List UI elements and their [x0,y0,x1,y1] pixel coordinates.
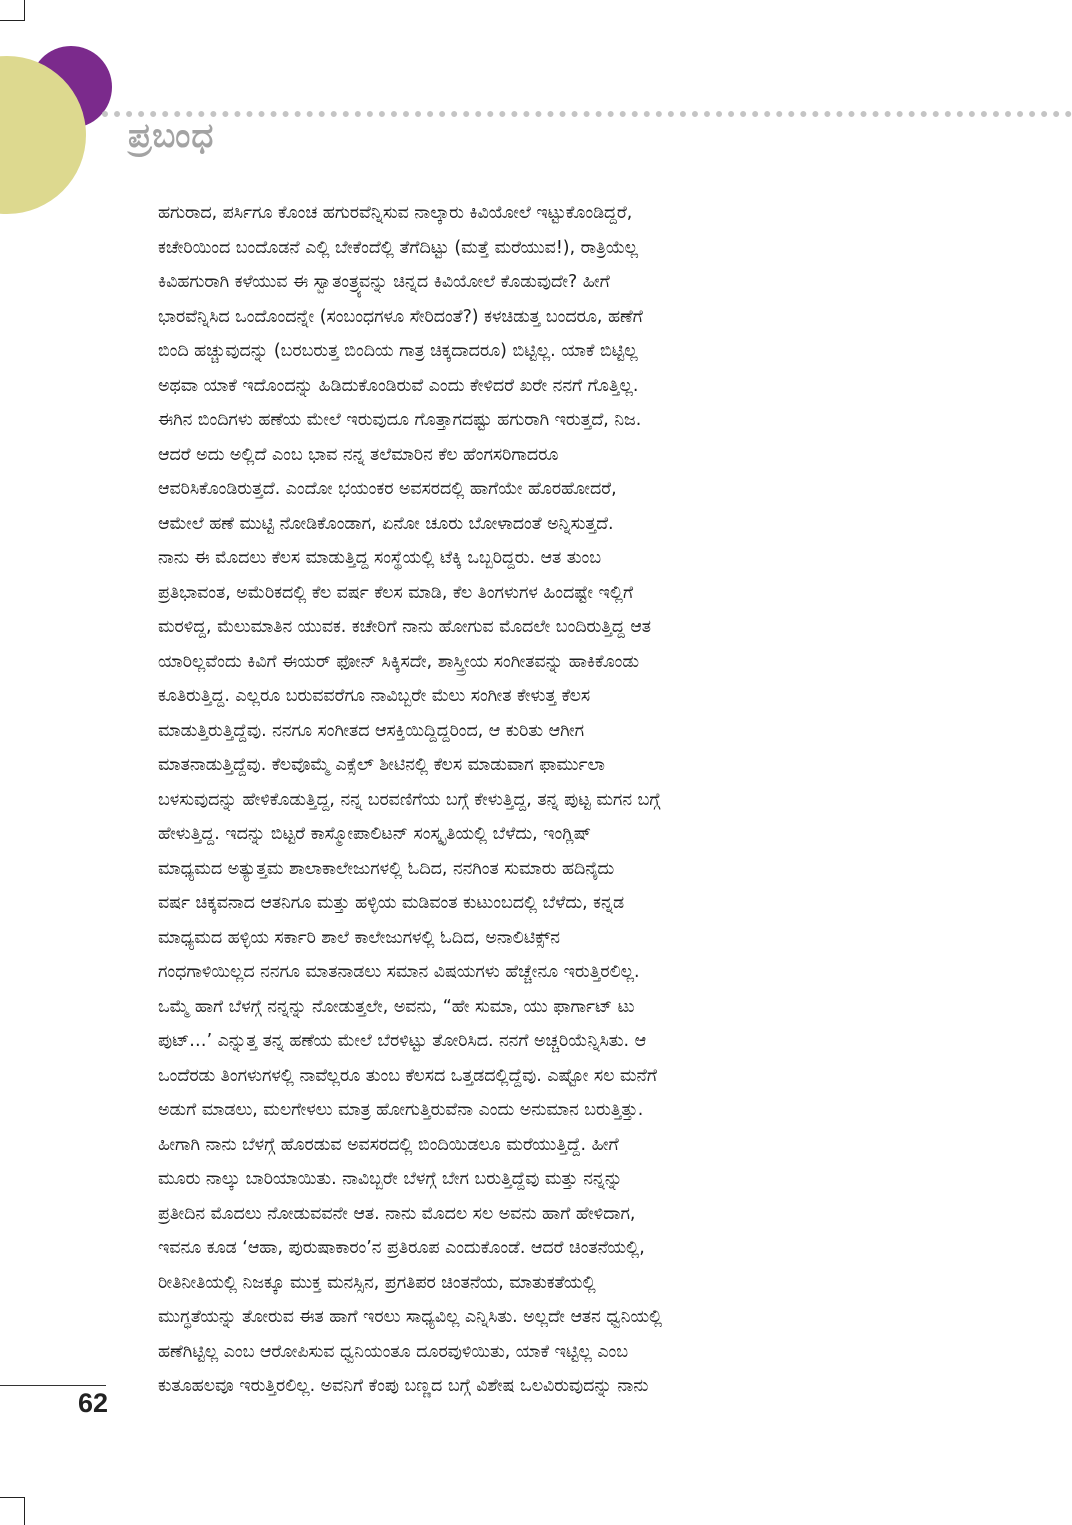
text-line: ಹಣೆಗಿಟ್ಟಿಲ್ಲ ಎಂಬ ಆರೋಪಿಸುವ ಧ್ವನಿಯಂತೂ ದೂರವುಳಿಯಿತು, ಯಾಕೆ ಇಟ್ಟಿಲ್ಲ ಎಂಬ [158,1341,629,1362]
essay-body [158,196,910,1404]
text-line: ಒಂದೆರಡು ತಿಂಗಳುಗಳಲ್ಲಿ ನಾವೆಲ್ಲರೂ ತುಂಬ ಕೆಲಸದ ಒತ್ತಡದಲ್ಲಿದ್ದೆವು. ಎಷ್ಟೋ ಸಲ ಮನೆಗೆ [158,1065,657,1086]
text-line: ಗಂಧಗಾಳಿಯಿಲ್ಲದ ನನಗೂ ಮಾತನಾಡಲು ಸಮಾನ ವಿಷಯಗಳು ಹೆಚ್ಚೇನೂ ಇರುತ್ತಿರಲಿಲ್ಲ. [158,962,640,982]
text-line: ಆದರೆ ಅದು ಅಲ್ಲಿದೆ ಎಂಬ ಭಾವ ನನ್ನ ತಲೆಮಾರಿನ ಕೆಲ ಹೆಂಗಸರಿಗಾದರೂ [158,444,559,465]
text-line: ಪುಟ್…’ ಎನ್ನುತ್ತ ತನ್ನ ಹಣೆಯ ಮೇಲೆ ಬೆರಳಿಟ್ಟು ತೋರಿಸಿದ. ನನಗೆ ಅಚ್ಚರಿಯೆನ್ನಿಸಿತು. ಆ [158,1031,647,1051]
text-line: ಬಳಸುವುದನ್ನು ಹೇಳಿಕೊಡುತ್ತಿದ್ದ, ನನ್ನ ಬರವಣಿಗೆಯ ಬಗ್ಗೆ ಕೇಳುತ್ತಿದ್ದ, ತನ್ನ ಪುಟ್ಟ ಮಗನ ಬಗ್ಗೆ [158,789,661,810]
text-line: ಮೂರು ನಾಲ್ಕು ಬಾರಿಯಾಯಿತು. ನಾವಿಬ್ಬರೇ ಬೆಳಗ್ಗೆ ಬೇಗ ಬರುತ್ತಿದ್ದೆವು ಮತ್ತು ನನ್ನನ್ನು [158,1169,623,1189]
text-line: ಭಾರವೆನ್ನಿಸಿದ ಒಂದೊಂದನ್ನೇ (ಸಂಬಂಧಗಳೂ ಸೇರಿದಂತೆ?) ಕಳಚಿಡುತ್ತ ಬಂದರೂ, ಹಣೆಗೆ [158,306,643,327]
text-line: ಮಾಧ್ಯಮದ ಹಳ್ಳಿಯ ಸರ್ಕಾರಿ ಶಾಲೆ ಕಾಲೇಜುಗಳಲ್ಲಿ ಓದಿದ, ಅನಾಲಿಟಿಕ್ಸ್‌ನ [158,927,560,948]
text-line: ಮಾಡುತ್ತಿರುತ್ತಿದ್ದೆವು. ನನಗೂ ಸಂಗೀತದ ಆಸಕ್ತಿಯಿದ್ದಿದ್ದರಿಂದ, ಆ ಕುರಿತು ಆಗೀಗ [158,720,585,741]
text-line: ಮುಗ್ಧತೆಯನ್ನು ತೋರುವ ಈತ ಹಾಗೆ ಇರಲು ಸಾಧ್ಯವಿಲ್ಲ ಎನ್ನಿಸಿತು. ಅಲ್ಲದೇ ಆತನ ಧ್ವನಿಯಲ್ಲಿ [158,1307,663,1327]
text-line: ಮಾತನಾಡುತ್ತಿದ್ದೆವು. ಕೆಲವೊಮ್ಮೆ ಎಕ್ಸೆಲ್ ಶೀಟಿನಲ್ಲಿ ಕೆಲಸ ಮಾಡುವಾಗ ಫಾರ್ಮುಲಾ [158,755,605,775]
text-line: ಒಮ್ಮೆ ಹಾಗೆ ಬೆಳಗ್ಗೆ ನನ್ನನ್ನು ನೋಡುತ್ತಲೇ, ಅವನು, “ಹೇ ಸುಮಾ, ಯು ಫಾರ್ಗಾಟ್ ಟು [158,996,635,1017]
crop-mark-bottom-left-v [24,1497,25,1525]
text-line: ವರ್ಷ ಚಿಕ್ಕವನಾದ ಆತನಿಗೂ ಮತ್ತು ಹಳ್ಳಿಯ ಮಡಿವಂತ ಕುಟುಂಬದಲ್ಲಿ ಬೆಳೆದು, ಕನ್ನಡ [158,893,625,913]
text-line: ಮಾಧ್ಯಮದ ಅತ್ಯುತ್ತಮ ಶಾಲಾಕಾಲೇಜುಗಳಲ್ಲಿ ಓದಿದ, ನನಗಿಂತ ಸುಮಾರು ಹದಿನೈದು [158,858,615,879]
text-line: ಕಿವಿಹಗುರಾಗಿ ಕಳೆಯುವ ಈ ಸ್ವಾತಂತ್ರ್ಯವನ್ನು ಚಿನ್ನದ ಕಿವಿಯೋಲೆ ಕೊಡುವುದೇ? ಹೀಗೆ [158,272,610,292]
text-line: ಕುತೂಹಲವೂ ಇರುತ್ತಿರಲಿಲ್ಲ. ಅವನಿಗೆ ಕೆಂಪು ಬಣ್ಣದ ಬಗ್ಗೆ ವಿಶೇಷ ಒಲವಿರುವುದನ್ನು ನಾನು [158,1376,649,1396]
header-dotted-rule [102,111,1072,117]
crop-mark-bottom-left-h [0,1497,25,1498]
text-line: ಆವರಿಸಿಕೊಂಡಿರುತ್ತದೆ. ಎಂದೋ ಭಯಂಕರ ಅವಸರದಲ್ಲಿ ಹಾಗೆಯೇ ಹೊರಹೋದರೆ, [158,479,617,499]
text-line: ಆಮೇಲೆ ಹಣೆ ಮುಟ್ಟಿ ನೋಡಿಕೊಂಡಾಗ, ಏನೋ ಚೂರು ಬೋಳಾದಂತೆ ಅನ್ನಿಸುತ್ತದೆ. [158,513,614,534]
text-line: ಅಡುಗೆ ಮಾಡಲು, ಮಲಗೇಳಲು ಮಾತ್ರ ಹೋಗುತ್ತಿರುವೆನಾ ಎಂದು ಅನುಮಾನ ಬರುತ್ತಿತ್ತು. [158,1100,644,1120]
page-number: 62 [78,1388,109,1418]
text-line: ಇವನೂ ಕೂಡ ‘ಆಹಾ, ಪುರುಷಾಕಾರಂ’ನ ಪ್ರತಿರೂಪ ಎಂದುಕೊಂಡೆ. ಆದರೆ ಚಿಂತನೆಯಲ್ಲಿ, [158,1238,645,1258]
text-line: ಈಗಿನ ಬಿಂದಿಗಳು ಹಣೆಯ ಮೇಲೆ ಇರುವುದೂ ಗೊತ್ತಾಗದಷ್ಟು ಹಗುರಾಗಿ ಇರುತ್ತದೆ, ನಿಜ. [158,410,642,430]
text-line: ಅಥವಾ ಯಾಕೆ ಇದೊಂದನ್ನು ಹಿಡಿದುಕೊಂಡಿರುವೆ ಎಂದು ಕೇಳಿದರೆ ಖರೇ ನನಗೆ ಗೊತ್ತಿಲ್ಲ. [158,375,639,396]
text-line: ಕಚೇರಿಯಿಂದ ಬಂದೊಡನೆ ಎಲ್ಲಿ ಬೇಕೆಂದೆಲ್ಲಿ ತೆಗೆದಿಟ್ಟು (ಮತ್ತೆ ಮರೆಯುವ!), ರಾತ್ರಿಯೆಲ್ಲ [158,237,639,258]
text-line: ಯಾರಿಲ್ಲವೆಂದು ಕಿವಿಗೆ ಈಯರ್ ಫೋನ್ ಸಿಕ್ಕಿಸದೇ, ಶಾಸ್ತ್ರೀಯ ಸಂಗೀತವನ್ನು ಹಾಕಿಕೊಂಡು [158,651,639,672]
text-line: ರೀತಿನೀತಿಯಲ್ಲಿ ನಿಜಕ್ಕೂ ಮುಕ್ತ ಮನಸ್ಸಿನ, ಪ್ರಗತಿಪರ ಚಿಂತನೆಯ, ಮಾತುಕತೆಯಲ್ಲಿ [158,1272,596,1293]
text-line: ಹಗುರಾದ, ಪರ್ಸಿಗೂ ಕೊಂಚ ಹಗುರವೆನ್ನಿಸುವ ನಾಲ್ಕಾರು ಕಿವಿಯೋಲೆ ಇಟ್ಟುಕೊಂಡಿದ್ದರೆ, [158,203,633,223]
section-title: ಪ್ರಬಂಧ [128,116,215,156]
text-line: ಹೇಳುತ್ತಿದ್ದ. ಇದನ್ನು ಬಿಟ್ಟರೆ ಕಾಸ್ಮೋಪಾಲಿಟನ್ ಸಂಸ್ಕೃತಿಯಲ್ಲಿ ಬೆಳೆದು, ಇಂಗ್ಲಿಷ್ [158,824,592,844]
footer-rule [0,1385,106,1386]
text-line: ಮರಳಿದ್ದ, ಮೆಲುಮಾತಿನ ಯುವಕ. ಕಚೇರಿಗೆ ನಾನು ಹೋಗುವ ಮೊದಲೇ ಬಂದಿರುತ್ತಿದ್ದ ಆತ [158,617,651,637]
crop-mark-top-left-v [24,0,25,20]
text-line: ಪ್ರತೀದಿನ ಮೊದಲು ನೋಡುವವನೇ ಆತ. ನಾನು ಮೊದಲ ಸಲ ಅವನು ಹಾಗೆ ಹೇಳಿದಾಗ, [158,1203,636,1224]
text-line: ನಾನು ಈ ಮೊದಲು ಕೆಲಸ ಮಾಡುತ್ತಿದ್ದ ಸಂಸ್ಥೆಯಲ್ಲಿ ಟೆಕ್ಕಿ ಒಬ್ಬರಿದ್ದರು. ಆತ ತುಂಬ [158,548,602,568]
text-line: ಕೂತಿರುತ್ತಿದ್ದ. ಎಲ್ಲರೂ ಬರುವವರೆಗೂ ನಾವಿಬ್ಬರೇ ಮೆಲು ಸಂಗೀತ ಕೇಳುತ್ತ ಕೆಲಸ [158,686,591,706]
text-line: ಪ್ರತಿಭಾವಂತ, ಅಮೆರಿಕದಲ್ಲಿ ಕೆಲ ವರ್ಷ ಕೆಲಸ ಮಾಡಿ, ಕೆಲ ತಿಂಗಳುಗಳ ಹಿಂದಷ್ಟೇ ಇಲ್ಲಿಗೆ [158,582,634,603]
text-line: ಹೀಗಾಗಿ ನಾನು ಬೆಳಗ್ಗೆ ಹೊರಡುವ ಅವಸರದಲ್ಲಿ ಬಿಂದಿಯಿಡಲೂ ಮರೆಯುತ್ತಿದ್ದೆ. ಹೀಗೆ [158,1134,619,1155]
crop-mark-top-left-h [0,20,25,21]
text-line: ಬಿಂದಿ ಹಚ್ಚುವುದನ್ನು (ಬರಬರುತ್ತ ಬಿಂದಿಯ ಗಾತ್ರ ಚಿಕ್ಕದಾದರೂ) ಬಿಟ್ಟಿಲ್ಲ. ಯಾಕೆ ಬಿಟ್ಟಿಲ್ಲ [158,341,638,361]
